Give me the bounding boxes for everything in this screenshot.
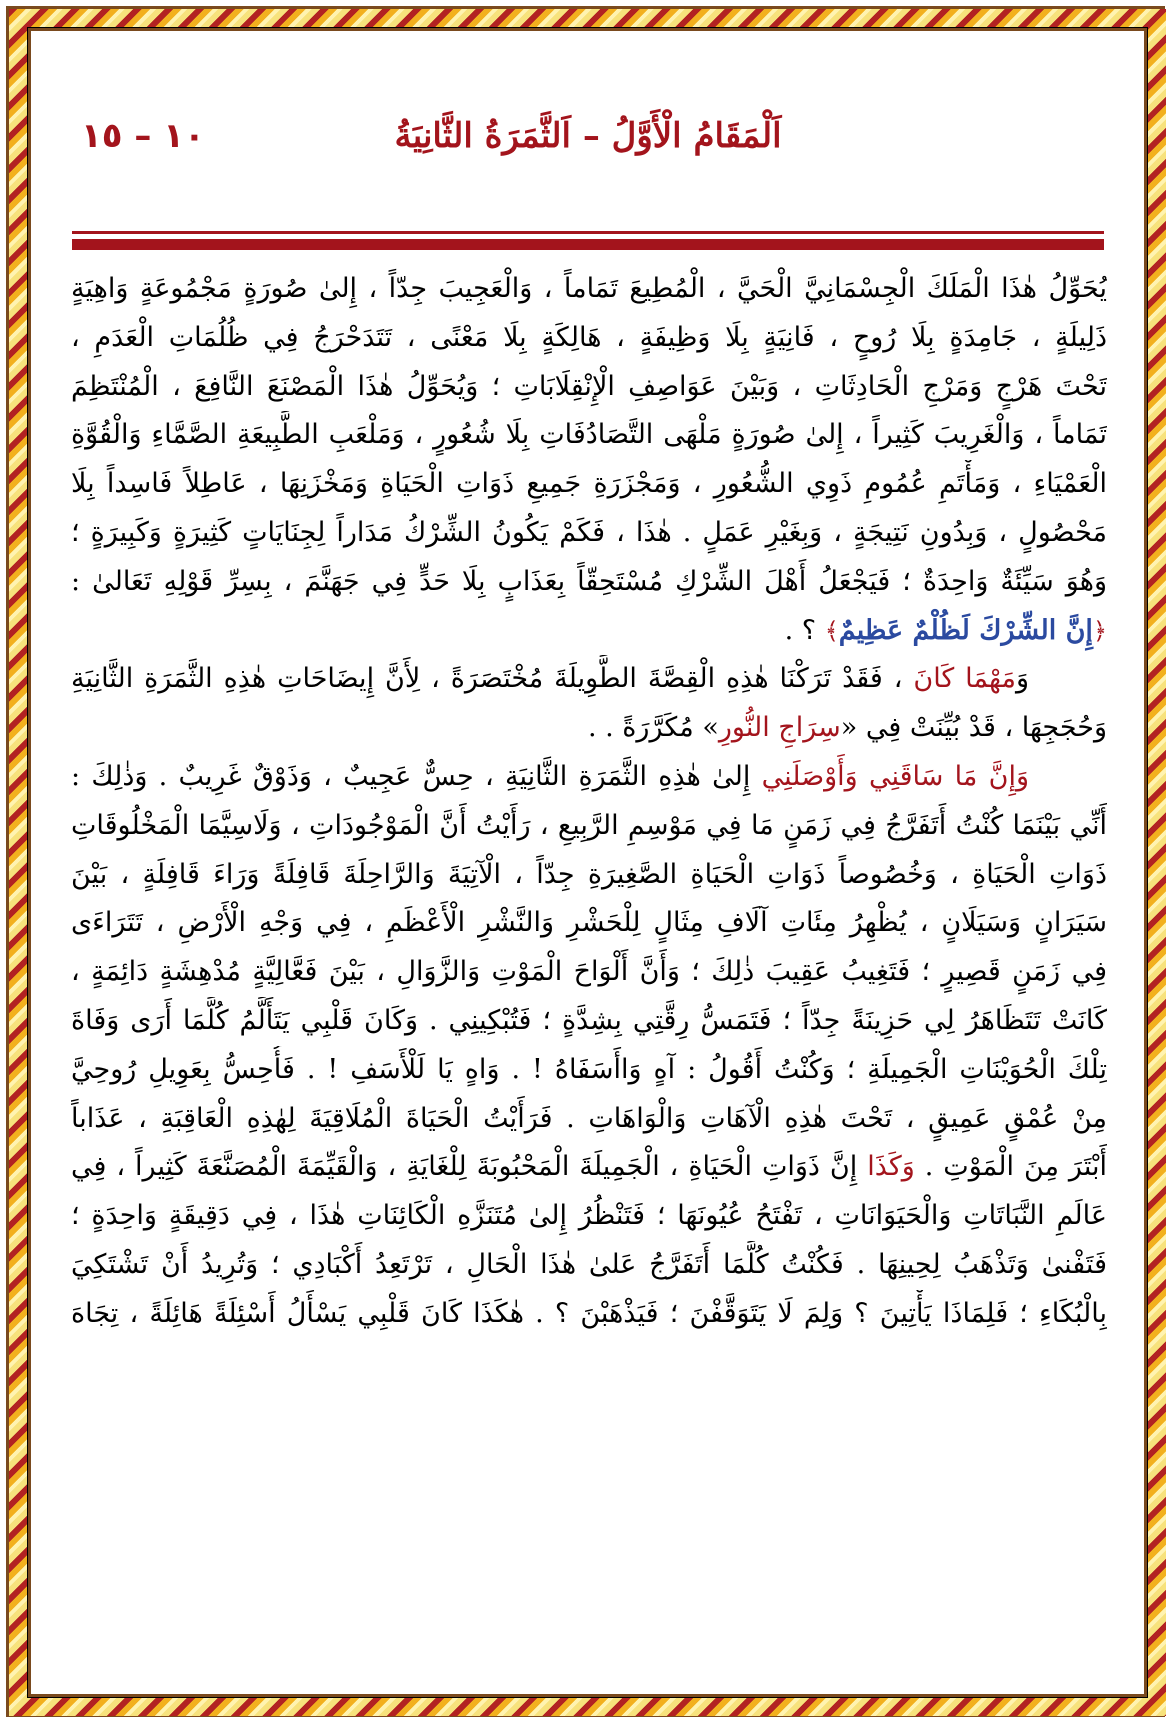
text-line: تِلْكَ الْحُوَيْنَاتِ الْجَمِيلَةِ ؛ وَكُنْتُ أَقُولُ : آهٍ وَاأَسَفَاهُ ! . وَاهٍ يَا لَلْأَسَفِ ! . فَأُحِسُّ بِعَوِيلِ رُوحِيَّ bbox=[71, 1053, 1107, 1085]
line-text: ، فَقَدْ تَرَكْنَا هٰذِهِ الْقِصَّةَ الطَّوِيلَةَ مُخْتَصَرَةً ، لِأَنَّ إِيضَاحَاتِ هٰذِهِ الثَّمَرَةِ الثَّانِيَةِ bbox=[71, 663, 914, 695]
quran-verse: إِنَّ الشِّرْكَ لَظُلْمٌ عَظِيمٌ bbox=[838, 614, 1093, 646]
text-line bbox=[71, 1143, 1107, 1192]
text-line: ذَوَاتِ الْحَيَاةِ ، وَخُصُوصاً ذَوَاتِ الْحَيَاةِ الصَّغِيرَةِ جِدّاً ، الْآتِيَةَ وَالرَّاحِلَةَ قَافِلَةً وَرَاءَ قَافِلَةٍ ، بَيْنَ bbox=[71, 858, 1107, 890]
body-text bbox=[71, 265, 1107, 1339]
text-line: عَالَمِ النَّبَاتَاتِ وَالْحَيَوَانَاتِ ، تَفْتَحُ عُيُونَهَا ؛ فَتَنْظُرُ إِلىٰ مُتَنَزَّهِ الْكَائِنَاتِ هٰذَا ، فِي دَقِيقَةٍ وَاحِدَةٍ ؛ bbox=[71, 1200, 1107, 1232]
page bbox=[31, 31, 1144, 1694]
text-line: مَحْصُولٍ ، وَبِدُونِ نَتِيجَةٍ ، وَبِغَيْرِ عَمَلٍ . هٰذَا ، فَكَمْ يَكُونُ الشِّرْكُ مَدَاراً لِجِنَايَاتٍ كَثِيرَةٍ وَكَبِيرَةٍ ؛ bbox=[71, 516, 1107, 548]
text-line: يُحَوِّلُ هٰذَا الْمَلَكَ الْجِسْمَانِيَّ الْحَيَّ ، الْمُطِيعَ تَمَاماً ، وَالْعَجِيبَ جِدّاً ، إِلىٰ صُورَةٍ مَجْمُوعَةٍ وَاهِيَةٍ bbox=[71, 273, 1107, 304]
verse-ornament-open: ﴿ bbox=[1092, 616, 1107, 645]
text-line bbox=[71, 704, 1107, 753]
page-title: اَلْمَقَامُ الْأَوَّلُ – اَلثَّمَرَةُ الثَّانِيَةُ bbox=[394, 116, 782, 156]
text-line bbox=[71, 655, 1107, 704]
verse-suffix: ؟ . bbox=[784, 614, 825, 646]
quote-open: « bbox=[840, 712, 858, 744]
header-rule-thin bbox=[72, 231, 1104, 234]
text-line: فَتَفْنىٰ وَتَذْهَبُ لِحِينِهَا . فَكُنْتُ كُلَّمَا أَتَفَرَّجُ عَلىٰ هٰذَا الْحَالِ ، تَرْتَعِدُ أَكْبَادِي ؛ وَتُرِيدُ أَنْ تَشْتَكِيَ bbox=[71, 1248, 1107, 1280]
text-line: وَهُوَ سَيِّئَةٌ وَاحِدَةٌ ؛ فَيَجْعَلُ أَهْلَ الشِّرْكِ مُسْتَحِقّاً بِعَذَابٍ بِلَا حَدٍّ فِي جَهَنَّمَ ، بِسِرِّ قَوْلِهِ تَعَالىٰ : bbox=[71, 565, 1107, 597]
line-text: وَحُجَجِهَا ، قَدْ بُيِّنَتْ فِي bbox=[857, 712, 1107, 744]
header-rule-thick bbox=[72, 239, 1104, 250]
line-text: أَبْتَرَ مِنَ الْمَوْتِ . bbox=[914, 1151, 1107, 1183]
text-line: الْعَمْيَاءِ ، وَمَأْتَمِ عُمُومِ ذَوِي الشُّعُورِ ، وَمَجْزَرَةِ جَمِيعِ ذَوَاتِ الْحَيَاةِ وَمَخْزَنِهَا ، عَاطِلاً فَاسِداً بِلَا bbox=[71, 468, 1107, 500]
text-line: تَمَاماً ، وَالْغَرِيبَ كَثِيراً ، إِلىٰ صُورَةٍ مَلْهَى التَّصَادُفَاتِ بِلَا شُعُورٍ ، وَمَلْعَبِ الطَّبِيعَةِ الصَّمَّاءِ وَالْقُوَّةِ bbox=[71, 419, 1107, 451]
text-line: كَانَتْ تَتَظَاهَرُ لِي حَزِينَةً جِدّاً ؛ فَتَمَسُّ رِقَّتِي بِشِدَّةٍ ؛ فَتُبْكِينِي . وَكَانَ قَلْبِي يَتَأَلَّمُ كُلَّمَا أَرَى وَفَاةَ bbox=[71, 1004, 1107, 1036]
quran-verse-line bbox=[71, 607, 1107, 656]
book-title-reference: سِرَاجِ النُّورِ bbox=[718, 712, 841, 744]
text-line: ذَلِيلَةٍ ، جَامِدَةٍ بِلَا رُوحٍ ، فَانِيَةٍ بِلَا وَظِيفَةٍ ، هَالِكَةٍ بِلَا مَعْنًى ، تَتَدَحْرَجُ فِي ظُلُمَاتِ الْعَدَمِ ، bbox=[71, 321, 1107, 353]
text-line: سَيَرَانٍ وَسَيَلَانٍ ، يُظْهِرُ مِئَاتِ آلَافِ مِثَالٍ لِلْحَشْرِ وَالنَّشْرِ الْأَعْظَمِ ، فِي وَجْهِ الْأَرْضِ ، تَتَرَاءَى bbox=[71, 907, 1107, 939]
line-text: إِنَّ ذَوَاتِ الْحَيَاةِ ، الْجَمِيلَةَ الْمَحْبُوبَةَ لِلْغَايَةِ ، وَالْقَيِّمَةَ الْمُصَنَّعَةَ كَثِيراً ، فِي bbox=[71, 1151, 868, 1183]
page-range: ١٠ – ١٥ bbox=[81, 116, 205, 156]
text-line: بِالْبُكَاءِ ؛ فَلِمَاذَا يَأْتِينَ ؟ وَلِمَ لَا يَتَوَقَّفْنَ ؛ فَيَذْهَبْنَ ؟ . هٰكَذَا كَانَ قَلْبِي يَسْأَلُ أَسْئِلَةً هَائِلَةً ، تِجَاهَ bbox=[71, 1297, 1107, 1329]
lead-word: وَ bbox=[1015, 663, 1029, 695]
text-line bbox=[71, 753, 1107, 802]
lead-phrase-highlight: وَإِنَّ مَا سَاقَنِي وَأَوْصَلَنِي bbox=[761, 760, 1029, 792]
quote-close: » bbox=[702, 712, 719, 744]
line-text: مُكَرَّرَةً . . bbox=[587, 712, 703, 744]
line-text: إِلىٰ هٰذِهِ الثَّمَرَةِ الثَّانِيَةِ ، حِسٌّ عَجِيبٌ ، وَذَوْقٌ غَرِيبٌ . وَذٰلِكَ : bbox=[71, 760, 762, 792]
lead-phrase-highlight: مَهْمَا كَانَ bbox=[913, 663, 1016, 695]
text-line: مِنْ عُمْقٍ عَمِيقٍ ، تَحْتَ هٰذِهِ الْآهَاتِ وَالْوَاهَاتِ . فَرَأَيْتُ الْحَيَاةَ الْمُلَاقِيَةَ لِهٰذِهِ الْعَاقِبَةِ ، عَذَاباً bbox=[71, 1102, 1107, 1134]
text-line: فِي زَمَنٍ قَصِيرٍ ؛ فَتَغِيبُ عَقِيبَ ذٰلِكَ ؛ وَأَنَّ أَلْوَاحَ الْمَوْتِ وَالزَّوَالِ ، بَيْنَ فَعَّالِيَّةٍ مُدْهِشَةٍ دَائِمَةٍ ، bbox=[71, 956, 1107, 988]
verse-ornament-close: ﴾ bbox=[824, 616, 839, 645]
page-header bbox=[73, 101, 1103, 181]
text-line: تَحْتَ هَرْجٍ وَمَرْجِ الْحَادِثَاتِ ، وَبَيْنَ عَوَاصِفِ الْإِنْقِلَابَاتِ ؛ وَيُحَوِّلُ هٰذَا الْمَصْنَعَ النَّافِعَ ، الْمُنْتَظِمَ bbox=[71, 370, 1107, 402]
highlight-word: وَكَذَا bbox=[867, 1151, 915, 1183]
text-line: أَنِّي بَيْنَمَا كُنْتُ أَتَفَرَّجُ فِي زَمَنٍ مَا فِي مَوْسِمِ الرَّبِيعِ ، رَأَيْتُ أَنَّ الْمَوْجُودَاتِ ، وَلَاسِيَّمَا الْمَخْلُوقَاتِ bbox=[71, 809, 1107, 841]
